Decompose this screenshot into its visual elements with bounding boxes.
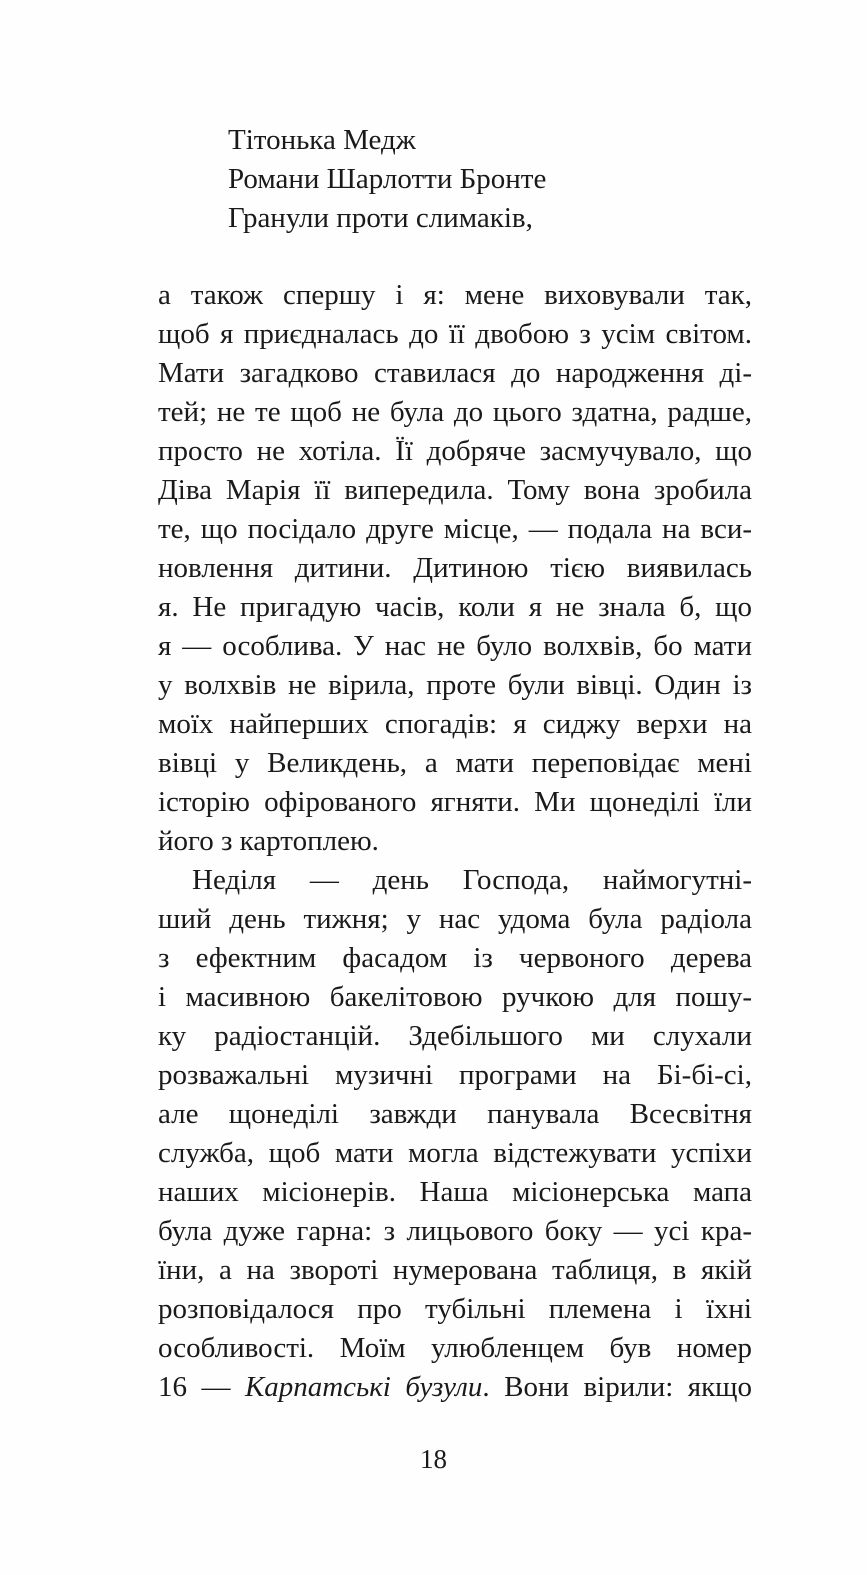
text-segment: тей; не те щоб не була до цього здатна, радше, [158,396,752,428]
text-segment: розповідалося про тубільні племена і їхні [158,1293,752,1325]
text-line [158,744,752,783]
text-line [158,588,752,627]
text-segment: наших місіонерів. Наша місіонерська мапа [158,1176,752,1208]
text-line [158,1134,752,1173]
text-segment: ку радіостанцій. Здебільшого ми слухали [158,1020,752,1052]
text-line [158,1095,752,1134]
text-line [158,549,752,588]
text-segment: новлення дитини. Дитиною тією виявилась [158,552,752,584]
text-line [158,432,752,471]
text-segment: щоб я приєдналась до її двобою з усім світом. [158,318,752,350]
text-line [158,315,752,354]
text-segment: була дуже гарна: з лицьового боку — усі кра- [158,1215,752,1247]
text-segment: те, що посідало друге місце, — подала на вси- [158,513,752,545]
text-line [158,822,752,861]
text-line [158,1368,752,1407]
text-line [158,666,752,705]
italic-text-segment: Карпатські бузули [244,1371,483,1403]
text-segment: я. Не пригадую часів, коли я не знала б, що [158,591,752,623]
text-segment: служба, щоб мати могла відстежувати успіхи [158,1137,752,1169]
text-line [158,276,752,315]
text-line [158,471,752,510]
epigraph-line: Романи Шарлотти Бронте [228,163,547,195]
text-line [158,783,752,822]
text-line [158,1329,752,1368]
text-segment: їни, а на звороті нумерована таблиця, в якій [158,1254,752,1286]
text-line [158,939,752,978]
paragraph [158,861,752,1407]
text-segment: Неділя — день Господа, наймогутні- [192,864,752,896]
epigraph-line: Тітонька Медж [228,124,416,156]
text-line [158,354,752,393]
text-segment: . Вони вірили: якщо [482,1371,752,1403]
text-line [158,1173,752,1212]
text-line [158,705,752,744]
epigraph-line: Гранули проти слимаків, [228,202,533,234]
text-segment: а також спершу і я: мене виховували так, [158,279,752,311]
text-line [158,1212,752,1251]
text-line [158,1056,752,1095]
text-segment: особливості. Моїм улюбленцем був номер [158,1332,752,1364]
text-segment: у волхвів не вірила, проте були вівці. Один із [158,669,752,701]
text-segment: ший день тижня; у нас удома була радіола [158,903,752,935]
text-segment: 16 — [158,1371,245,1403]
text-segment: розважальні музичні програми на Бі-бі-сі, [158,1059,752,1091]
text-segment: його з картоплею. [158,825,379,857]
epigraph-list [228,121,546,238]
text-segment: з ефектним фасадом із червоного дерева [158,942,752,974]
text-line [158,393,752,432]
page-number: 18 [420,1444,447,1474]
text-line [158,861,752,900]
text-line [158,900,752,939]
text-line [158,627,752,666]
text-segment: але щонеділі завжди панувала Всесвітня [158,1098,752,1130]
text-segment: я — особлива. У нас не було волхвів, бо мати [158,630,752,662]
body-text [158,276,752,1407]
text-line [158,1251,752,1290]
text-segment: просто не хотіла. Її добряче засмучувало, що [158,435,752,467]
text-line [158,978,752,1017]
text-segment: Діва Марія її випередила. Тому вона зробила [158,474,752,506]
text-segment: Мати загадково ставилася до народження ді- [158,357,752,389]
text-line [158,510,752,549]
text-segment: вівці у Великдень, а мати переповідає мені [158,747,752,779]
text-segment: моїх найперших спогадів: я сиджу верхи на [158,708,752,740]
text-line [158,1290,752,1329]
text-line [158,1017,752,1056]
text-segment: історію офірованого ягняти. Ми щонеділі їли [158,786,752,818]
text-segment: і масивною бакелітовою ручкою для пошу- [158,981,752,1013]
paragraph [158,276,752,861]
